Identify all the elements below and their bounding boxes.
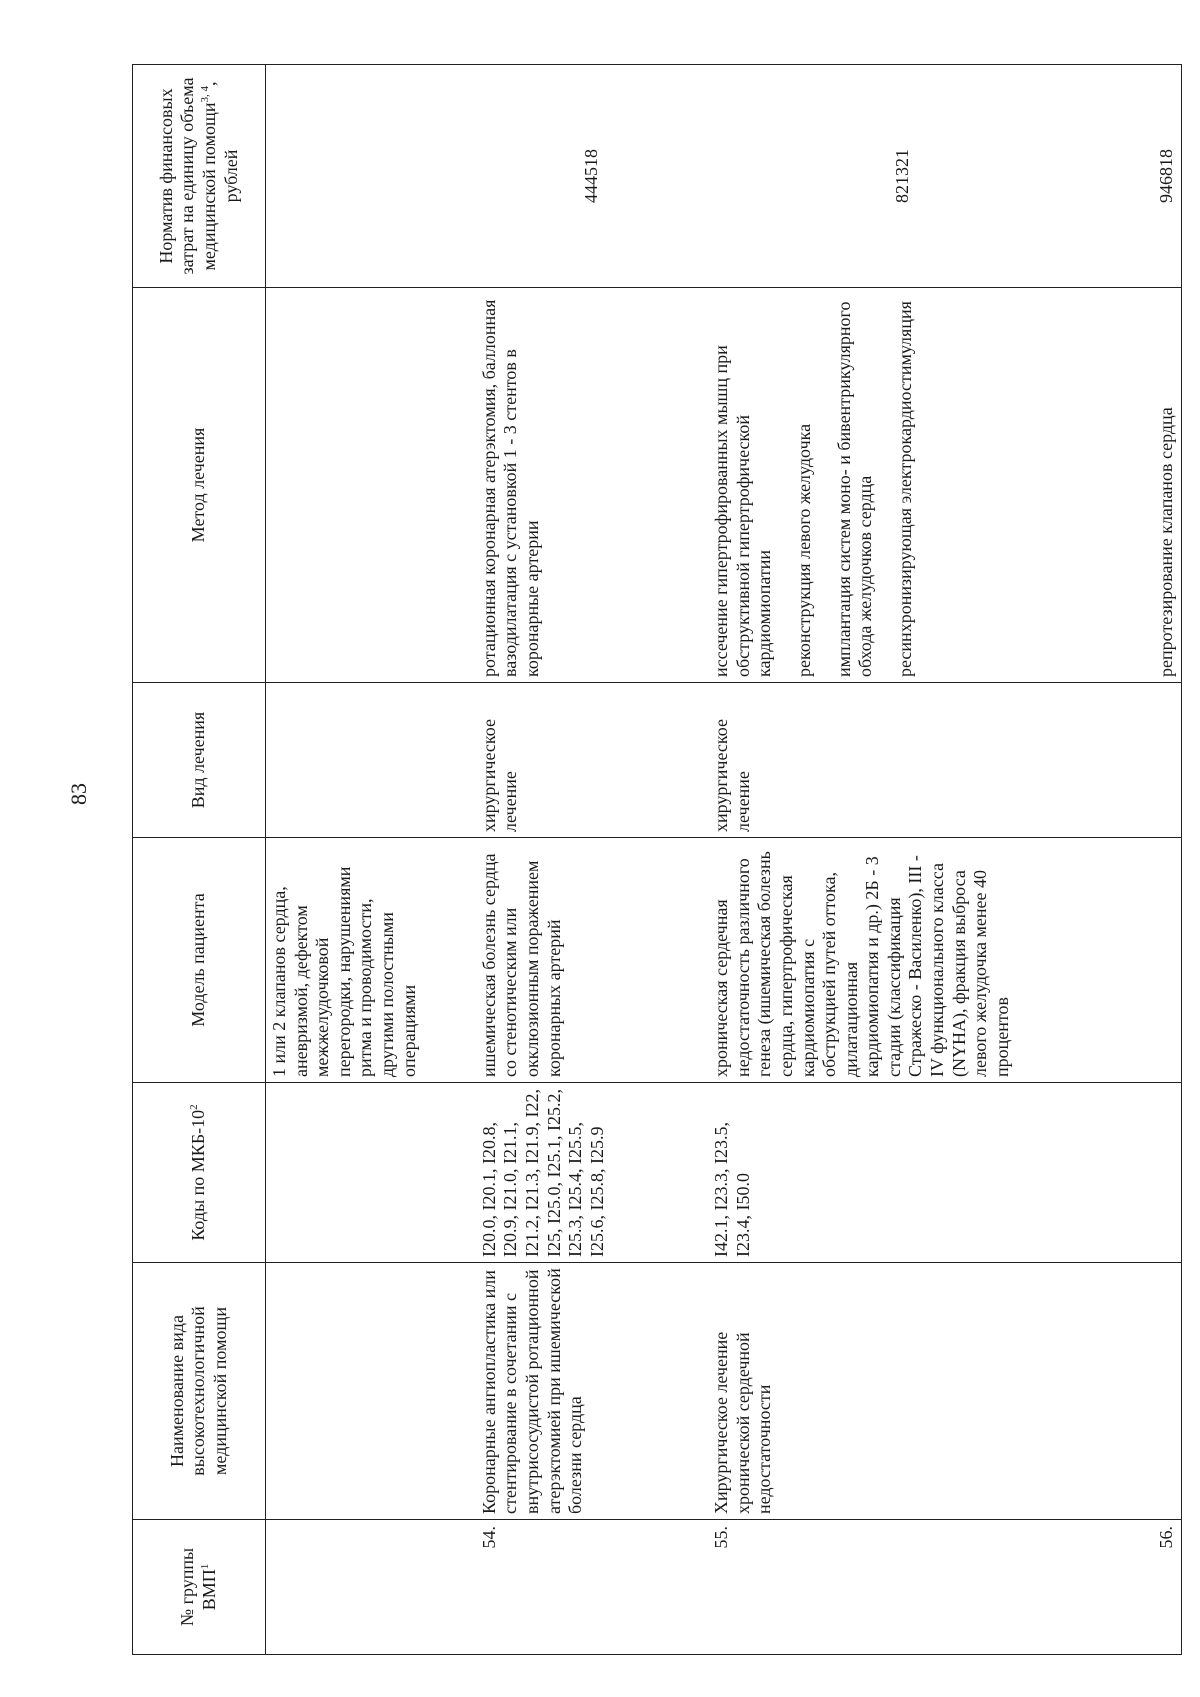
cell-model: ишемическая болезнь сердца со стенотическим или окклюзионным поражением коронарных артерий	[476, 838, 708, 1083]
cell-codes: I20.0, I20.1, I20.8, I20.9, I21.0, I21.1, I21.2, I21.3, I21.9, I22, I25, I25.0, I25.1, I25.2, I25.3, I25.4, I25.5, I25.6, I25.8, I25.9	[476, 1083, 708, 1263]
spacer	[776, 293, 794, 677]
header-name: Наименование вида высокотехнологичной медицинской помощи	[133, 1263, 266, 1520]
cell-num: 56.	[1097, 1520, 1181, 1655]
cell-model	[1097, 838, 1181, 1083]
cell-method	[708, 288, 1097, 683]
cell-name: Хирургическое лечение хронической сердечной недостаточности	[708, 1263, 1097, 1520]
cell-num: 55.	[708, 1520, 1097, 1655]
cell-method	[266, 288, 476, 683]
method-item: ресинхронизирующая электрокардиостимуляция	[894, 301, 915, 677]
cell-model: 1 или 2 клапанов сердца, аневризмой, дефектом межжелудочковой перегородки, нарушениями ритма и проводимости, другими полостными операциями	[266, 838, 476, 1083]
header-norm: Норматив финансовых затрат на единицу объема медицинской помощи$^{3, 4}$, рублей	[133, 65, 266, 288]
cell-norm: 444518	[476, 65, 708, 288]
method-item: иссечение гипертрофированных мышц при обструктивной гипертрофической кардиомиопатии	[711, 345, 775, 677]
cell-codes: I42.1, I23.3, I23.5, I23.4, I50.0	[708, 1083, 1097, 1263]
header-group: № группы ВМП$^1$	[133, 1520, 266, 1655]
cell-codes	[266, 1083, 476, 1263]
cell-norm	[266, 65, 476, 288]
cell-num	[266, 1520, 476, 1655]
cell-name	[1097, 1263, 1181, 1520]
header-row	[133, 65, 266, 1655]
vmp-table	[132, 64, 1182, 1655]
header-model: Модель пациента	[133, 838, 266, 1083]
cell-name: Коронарные ангиопластика или стентирование в сочетании с внутрисосудистой ротационной атерэктомией при ишемической болезни сердца	[476, 1263, 708, 1520]
header-type: Вид лечения	[133, 683, 266, 838]
cell-type	[266, 683, 476, 838]
table-row	[266, 65, 476, 1655]
cell-codes	[1097, 1083, 1181, 1263]
cell-name	[266, 1263, 476, 1520]
cell-type: хирургическое лечение	[708, 683, 1097, 838]
page-number: 83	[66, 783, 91, 805]
method-item: ротационная коронарная атерэктомия, баллонная вазодилатация с установкой 1 - 3 стентов в коронарные артерии	[478, 299, 542, 677]
spacer	[877, 293, 895, 677]
header-codes: Коды по МКБ-$10^2$	[133, 1083, 266, 1263]
method-item: репротезирование клапанов сердца	[1156, 407, 1177, 677]
cell-norm: 946818	[1097, 65, 1181, 288]
method-item: имплантация систем моно- и бивентрикулярного обхода желудочков сердца	[833, 301, 876, 677]
cell-method	[1097, 288, 1181, 683]
cell-type	[1097, 683, 1181, 838]
header-method: Метод лечения	[133, 288, 266, 683]
table-row	[1097, 65, 1181, 1655]
cell-num: 54.	[476, 1520, 708, 1655]
cell-type: хирургическое лечение	[476, 683, 708, 838]
rotated-table-container	[132, 65, 1182, 1655]
cell-norm: 821321	[708, 65, 1097, 288]
cell-model: хроническая сердечная недостаточность различного генеза (ишемическая болезнь сердца, гипертрофическая кардиомиопатия с обструкцией путей оттока, дилатационная кардиомиопатия и др.) 2Б - 3 стадии (классификация Стражеско - Василенко), III - IV функционального класса (NYHA), фракция выброса левого желудочка менее 40 процентов	[708, 838, 1097, 1083]
table-row	[476, 65, 708, 1655]
spacer	[816, 293, 834, 677]
cell-method	[476, 288, 708, 683]
table-row	[708, 65, 1097, 1655]
method-item: реконструкция левого желудочка	[793, 423, 814, 677]
